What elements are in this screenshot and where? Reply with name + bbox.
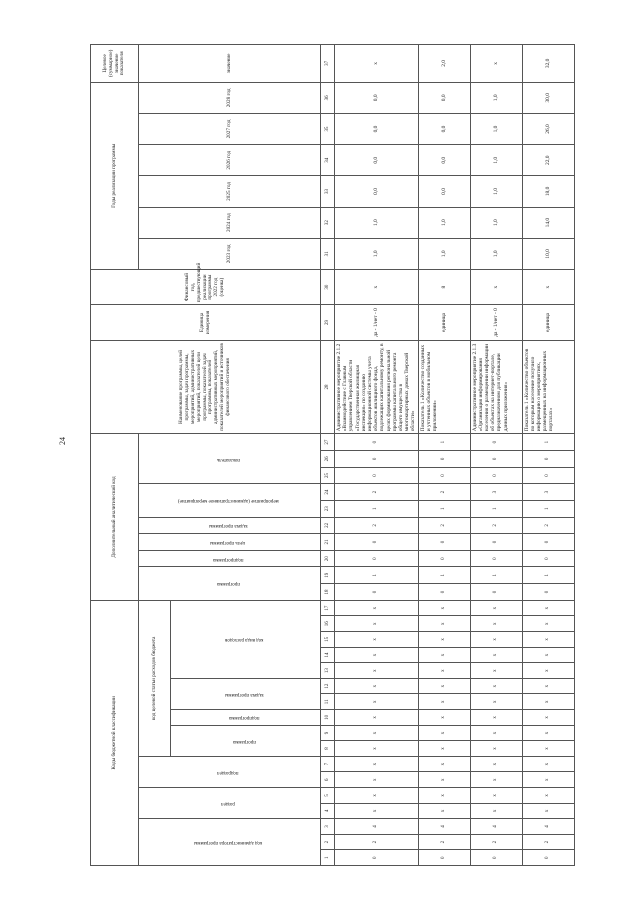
- code-cell: 1: [418, 434, 470, 451]
- header-year-2: 2024 год: [139, 207, 321, 238]
- row-year-value: 26,0: [522, 113, 574, 144]
- header-kod-celevoy: код целевой статьи расходов бюджета: [139, 600, 171, 756]
- code-cell: 0: [522, 584, 574, 601]
- code-cell: х: [418, 678, 470, 694]
- colnum: 7: [321, 756, 335, 772]
- code-cell: х: [335, 694, 419, 710]
- code-cell: х: [418, 710, 470, 726]
- code-cell: 0: [335, 550, 419, 567]
- colnum: 15: [321, 632, 335, 648]
- code-cell: х: [418, 694, 470, 710]
- code-cell: х: [522, 710, 574, 726]
- row-name: Показатель 1 «Количество созданных и учтенных объектов в мобильном приложении»: [418, 340, 470, 434]
- row-year-value: 1,0: [470, 238, 522, 269]
- header-kod-adm: код администратора программы: [139, 819, 321, 866]
- code-cell: 1: [522, 567, 574, 584]
- code-cell: х: [470, 616, 522, 632]
- header-year-4: 2026 год: [139, 145, 321, 176]
- row-target: 2,0: [418, 45, 470, 83]
- header-cel: цель программы: [139, 534, 321, 551]
- header-zadacha: задача программы: [139, 517, 321, 534]
- code-cell: 0: [418, 450, 470, 467]
- code-cell: х: [335, 710, 419, 726]
- code-cell: х: [522, 663, 574, 679]
- code-cell: х: [470, 600, 522, 616]
- header-unit: Единица измерения: [91, 305, 321, 340]
- code-cell: х: [335, 772, 419, 788]
- code-cell: х: [522, 616, 574, 632]
- colnum: 28: [321, 340, 335, 434]
- code-cell: х: [335, 647, 419, 663]
- row-fin-year: х: [335, 269, 419, 304]
- code-cell: 0: [470, 850, 522, 866]
- row-target: 32,0: [522, 45, 574, 83]
- header-sub-programma: программа: [171, 725, 321, 756]
- code-cell: 0: [522, 450, 574, 467]
- table-row: [522, 45, 574, 866]
- code-cell: х: [335, 632, 419, 648]
- code-cell: х: [470, 694, 522, 710]
- colnum: 13: [321, 663, 335, 679]
- colnum: 31: [321, 238, 335, 269]
- colnum: 29: [321, 305, 335, 340]
- code-cell: х: [522, 741, 574, 757]
- colnum: 9: [321, 725, 335, 741]
- colnum: 5: [321, 788, 335, 804]
- row-unit: да - 1/нет - 0: [470, 305, 522, 340]
- colnum: 36: [321, 82, 335, 113]
- code-cell: 0: [522, 850, 574, 866]
- code-cell: х: [418, 647, 470, 663]
- code-cell: х: [470, 710, 522, 726]
- row-year-value: 30,0: [522, 82, 574, 113]
- row-unit: единица: [418, 305, 470, 340]
- row-year-value: 1,0: [470, 113, 522, 144]
- code-cell: х: [470, 725, 522, 741]
- row-year-value: 0,0: [335, 176, 419, 207]
- code-cell: 4: [418, 819, 470, 835]
- colnum: 21: [321, 534, 335, 551]
- header-sub-napravlenie: задача программы: [171, 678, 321, 709]
- code-cell: 3: [522, 484, 574, 501]
- code-cell: 0: [418, 550, 470, 567]
- header-row-2: [139, 45, 171, 866]
- header-sub-podprogramma: подпрограмма: [171, 710, 321, 726]
- code-cell: 0: [470, 534, 522, 551]
- row-name: Административное мероприятие 2.1.2 «Взаимодействие с Главным управлением Тверской области «Государственная жилищная инспекция» по созданию информационной системы учета объектов жилищного фонда, подлежащих капитальному ремонту, в целях формирования региональной программы капитального ремонта общего имущества в многоквартирных домах Тверской области»: [335, 340, 419, 434]
- code-cell: х: [470, 663, 522, 679]
- code-cell: х: [418, 632, 470, 648]
- colnum: 1: [321, 850, 335, 866]
- colnum: 10: [321, 710, 335, 726]
- code-cell: х: [522, 772, 574, 788]
- row-fin-year: х: [522, 269, 574, 304]
- header-dop: Дополнительный аналитический код: [91, 434, 139, 600]
- colnum: 24: [321, 484, 335, 501]
- code-cell: 0: [418, 850, 470, 866]
- code-cell: 1: [470, 567, 522, 584]
- colnum: 19: [321, 567, 335, 584]
- colnum: 17: [321, 600, 335, 616]
- code-cell: х: [522, 756, 574, 772]
- code-cell: 0: [418, 584, 470, 601]
- row-year-value: 1,0: [470, 145, 522, 176]
- code-cell: х: [335, 803, 419, 819]
- code-cell: 2: [335, 834, 419, 850]
- code-cell: 4: [470, 819, 522, 835]
- code-cell: х: [418, 741, 470, 757]
- code-cell: 1: [522, 434, 574, 451]
- code-cell: 2: [522, 834, 574, 850]
- code-cell: х: [418, 600, 470, 616]
- row-year-value: 1,0: [470, 207, 522, 238]
- header-year-6: 2028 год: [139, 82, 321, 113]
- header-fin-year: Финансовый год, предшествующий реализации программы 2022 год (оценка): [91, 269, 321, 304]
- header-podrazdel: подраздел: [139, 756, 321, 787]
- code-cell: х: [522, 803, 574, 819]
- code-cell: 4: [522, 819, 574, 835]
- colnum: 12: [321, 678, 335, 694]
- row-year-value: 1,0: [470, 82, 522, 113]
- row-year-value: 1,0: [335, 207, 419, 238]
- code-cell: х: [470, 678, 522, 694]
- page-number: 24: [58, 437, 67, 445]
- table-row: [335, 45, 419, 866]
- code-cell: х: [470, 647, 522, 663]
- header-year-1: 2023 год: [139, 238, 321, 269]
- header-znachenie: значение: [139, 45, 321, 83]
- colnum: 22: [321, 517, 335, 534]
- row-name: Административное мероприятие 2.1.3 «Организация информирования населения о размещении информации об объектах на интернет-портале, предназначенном для публикации данных приложения»: [470, 340, 522, 434]
- code-cell: х: [335, 616, 419, 632]
- code-cell: х: [470, 788, 522, 804]
- row-year-value: 1,0: [418, 238, 470, 269]
- table-row: [470, 45, 522, 866]
- code-cell: 1: [335, 567, 419, 584]
- code-cell: 0: [418, 467, 470, 484]
- code-cell: 0: [470, 550, 522, 567]
- code-cell: х: [418, 803, 470, 819]
- header-kbk: Коды бюджетной классификации: [91, 600, 139, 865]
- header-year-5: 2027 год: [139, 113, 321, 144]
- colnum: 30: [321, 269, 335, 304]
- colnum: 3: [321, 819, 335, 835]
- colnum: 20: [321, 550, 335, 567]
- rotated-table-frame: [90, 44, 555, 866]
- code-cell: х: [470, 803, 522, 819]
- row-fin-year: х: [470, 269, 522, 304]
- table-rotator: [90, 44, 555, 866]
- code-cell: х: [470, 741, 522, 757]
- row-target: х: [470, 45, 522, 83]
- code-cell: х: [335, 741, 419, 757]
- row-year-value: 10,0: [522, 238, 574, 269]
- code-cell: 1: [418, 567, 470, 584]
- code-cell: 1: [522, 500, 574, 517]
- code-cell: х: [418, 788, 470, 804]
- colnum: 6: [321, 772, 335, 788]
- colnum: 4: [321, 803, 335, 819]
- header-pokazatel: показатель: [139, 434, 321, 484]
- code-cell: 3: [470, 484, 522, 501]
- code-cell: х: [335, 678, 419, 694]
- code-cell: х: [470, 632, 522, 648]
- row-year-value: 0,0: [335, 145, 419, 176]
- row-year-value: 1,0: [335, 238, 419, 269]
- row-year-value: 18,0: [522, 176, 574, 207]
- code-cell: х: [522, 725, 574, 741]
- row-year-value: 0,0: [335, 82, 419, 113]
- colnum: 18: [321, 584, 335, 601]
- code-cell: 0: [470, 584, 522, 601]
- code-cell: 2: [418, 517, 470, 534]
- code-cell: 0: [335, 584, 419, 601]
- code-cell: х: [522, 788, 574, 804]
- header-meropriyatie: мероприятие (административное мероприятие): [139, 484, 321, 517]
- code-cell: 2: [335, 484, 419, 501]
- header-year-3: 2025 год: [139, 176, 321, 207]
- program-table: [90, 44, 575, 866]
- code-cell: х: [418, 756, 470, 772]
- code-cell: 0: [418, 534, 470, 551]
- code-cell: 4: [335, 819, 419, 835]
- row-name: Показатель 1 «Количество объектов по которым население получило информацию о мероприятиях, размещенных на информационных порталах»: [522, 340, 574, 434]
- code-cell: 2: [470, 834, 522, 850]
- code-cell: х: [418, 725, 470, 741]
- row-target: х: [335, 45, 419, 83]
- row-year-value: 1,0: [470, 176, 522, 207]
- row-unit: да - 1/нет - 0: [335, 305, 419, 340]
- header-target: Целевое (суммарное) значение показателя: [91, 45, 139, 83]
- colnum: 14: [321, 647, 335, 663]
- table-row: [418, 45, 470, 866]
- code-cell: 0: [522, 467, 574, 484]
- colnum: 2: [321, 834, 335, 850]
- code-cell: 0: [522, 550, 574, 567]
- header-years-group: Годы реализации программы: [91, 82, 139, 269]
- column-numbers-row: [321, 45, 335, 866]
- code-cell: х: [335, 756, 419, 772]
- row-year-value: 0,0: [418, 145, 470, 176]
- colnum: 11: [321, 694, 335, 710]
- colnum: 26: [321, 450, 335, 467]
- header-podprogramma: подпрограмма: [139, 550, 321, 567]
- header-sub-kod-vida: код вида расходов: [171, 600, 321, 678]
- code-cell: х: [418, 616, 470, 632]
- colnum: 35: [321, 113, 335, 144]
- code-cell: х: [418, 663, 470, 679]
- colnum: 27: [321, 434, 335, 451]
- header-razdel: раздел: [139, 788, 321, 819]
- code-cell: х: [335, 663, 419, 679]
- code-cell: х: [335, 600, 419, 616]
- code-cell: 0: [470, 434, 522, 451]
- code-cell: 2: [418, 484, 470, 501]
- header-row-1: [91, 45, 139, 866]
- code-cell: 2: [418, 834, 470, 850]
- code-cell: 0: [335, 850, 419, 866]
- row-fin-year: 8: [418, 269, 470, 304]
- colnum: 16: [321, 616, 335, 632]
- code-cell: 2: [335, 517, 419, 534]
- code-cell: 0: [335, 450, 419, 467]
- colnum: 34: [321, 145, 335, 176]
- code-cell: х: [522, 694, 574, 710]
- code-cell: 0: [335, 534, 419, 551]
- code-cell: х: [522, 678, 574, 694]
- code-cell: 0: [522, 534, 574, 551]
- colnum: 8: [321, 741, 335, 757]
- row-year-value: 1,0: [418, 207, 470, 238]
- code-cell: 0: [335, 434, 419, 451]
- code-cell: х: [470, 756, 522, 772]
- code-cell: х: [418, 772, 470, 788]
- code-cell: 2: [522, 517, 574, 534]
- colnum: 23: [321, 500, 335, 517]
- row-year-value: 0,0: [335, 113, 419, 144]
- colnum: 32: [321, 207, 335, 238]
- row-unit: единица: [522, 305, 574, 340]
- colnum: 25: [321, 467, 335, 484]
- code-cell: 2: [470, 517, 522, 534]
- row-year-value: 22,0: [522, 145, 574, 176]
- code-cell: х: [522, 600, 574, 616]
- code-cell: 1: [470, 500, 522, 517]
- code-cell: 0: [470, 467, 522, 484]
- code-cell: 0: [335, 467, 419, 484]
- row-year-value: 0,0: [418, 113, 470, 144]
- code-cell: 1: [335, 500, 419, 517]
- header-name: Наименование программы, целей программы, задач программы, мероприятий, административных мероприятий, показателей цели программы, показателей задач программы, показателей административных мероприятий, показателей мероприятий и источников финансового обеспечения: [91, 340, 321, 434]
- code-cell: х: [522, 632, 574, 648]
- row-year-value: 0,0: [418, 176, 470, 207]
- code-cell: х: [335, 788, 419, 804]
- header-programma: программа: [139, 567, 321, 600]
- colnum: 33: [321, 176, 335, 207]
- data-rows: [335, 45, 575, 866]
- code-cell: х: [335, 725, 419, 741]
- row-year-value: 0,0: [418, 82, 470, 113]
- row-year-value: 14,0: [522, 207, 574, 238]
- code-cell: х: [522, 647, 574, 663]
- code-cell: 0: [470, 450, 522, 467]
- code-cell: х: [470, 772, 522, 788]
- colnum: 37: [321, 45, 335, 83]
- code-cell: 1: [418, 500, 470, 517]
